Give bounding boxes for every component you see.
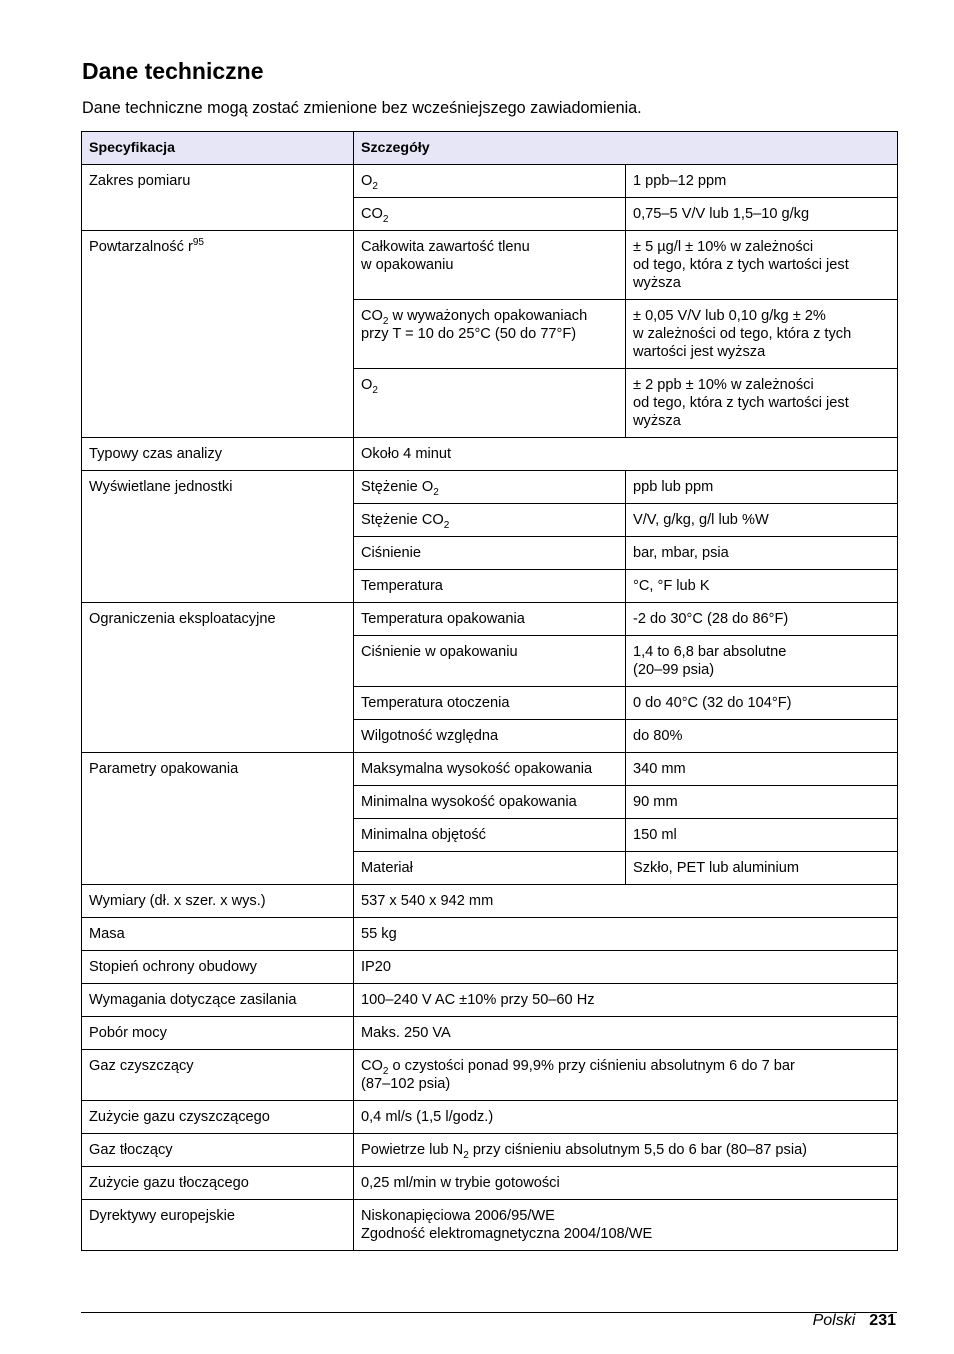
spec-name: Pobór mocy — [89, 1025, 167, 1041]
detail-label-cell — [354, 753, 626, 786]
table-row — [82, 753, 898, 786]
cell-text: Ciśnienie w opakowaniu — [361, 644, 518, 660]
cell-text-cont: w wyważonych opakowaniach przy T = 10 do 25°C (50 do 77°F) — [361, 308, 588, 342]
detail-label-cell — [354, 720, 626, 753]
detail-value-cell — [626, 720, 898, 753]
detail-value: 340 mm — [633, 761, 686, 777]
spec-name: Ograniczenia eksploatacyjne — [89, 611, 276, 627]
detail-value-cell — [626, 300, 898, 369]
detail-label-cell — [354, 471, 626, 504]
page-footer — [813, 1312, 896, 1330]
detail-value: 0 do 40°C (32 do 104°F) — [633, 695, 792, 711]
detail-label-cell — [354, 852, 626, 885]
detail-value: Szkło, PET lub aluminium — [633, 860, 800, 876]
table-row — [82, 438, 898, 471]
spec-name-cell — [82, 1134, 354, 1167]
superscript: 95 — [192, 237, 204, 249]
detail-value: °C, °F lub K — [633, 578, 710, 594]
detail-full-cell — [354, 1134, 898, 1167]
detail-label-cell — [354, 198, 626, 231]
detail-value: ppb lub ppm — [633, 479, 714, 495]
detail-value-cell — [626, 687, 898, 720]
subscript: 2 — [443, 519, 450, 531]
table-row — [82, 471, 898, 504]
spec-name: Dyrektywy europejskie — [89, 1208, 235, 1224]
detail-full-cell — [354, 918, 898, 951]
table-header-row — [82, 132, 898, 165]
spec-name-cell — [82, 984, 354, 1017]
detail-full-cell — [354, 1200, 898, 1251]
spec-name: Zakres pomiaru — [89, 173, 191, 189]
detail-value: do 80% — [633, 728, 683, 744]
spec-name-cell — [82, 1050, 354, 1101]
detail-label-cell — [354, 231, 626, 300]
detail-value-cell — [626, 852, 898, 885]
spec-name-cell — [82, 951, 354, 984]
detail-label-cell — [354, 369, 626, 438]
detail-full-cell — [354, 885, 898, 918]
detail-value-cell — [626, 570, 898, 603]
spec-name-cell — [82, 753, 354, 885]
detail-value: 1,4 to 6,8 bar absolutne (20–99 psia) — [633, 644, 787, 678]
spec-name: Gaz tłoczący — [89, 1142, 173, 1158]
spec-name: Typowy czas analizy — [89, 446, 223, 462]
intro-text: Dane techniczne mogą zostać zmienione bez wcześniejszego zawiadomienia. — [82, 99, 642, 117]
detail-value-cell — [626, 636, 898, 687]
detail-value: ± 5 µg/l ± 10% w zależności od tego, która z tych wartości jest wyższa — [633, 239, 849, 291]
cell-text: Materiał — [361, 860, 413, 876]
detail-label-cell — [354, 504, 626, 537]
detail-full-cell — [354, 951, 898, 984]
table-row — [82, 165, 898, 198]
detail-value-cell — [626, 165, 898, 198]
table-row — [82, 885, 898, 918]
spec-name-cell — [82, 1017, 354, 1050]
spec-name: Zużycie gazu czyszczącego — [89, 1109, 270, 1125]
detail-value-cell — [626, 786, 898, 819]
cell-text: Maks. 250 VA — [361, 1025, 451, 1041]
detail-value-cell — [626, 819, 898, 852]
detail-full-cell — [354, 1050, 898, 1101]
detail-full-cell — [354, 1101, 898, 1134]
cell-text: 55 kg — [361, 926, 397, 942]
cell-text: CO — [361, 206, 383, 222]
cell-text: Maksymalna wysokość opakowania — [361, 761, 593, 777]
spec-name: Zużycie gazu tłoczącego — [89, 1175, 249, 1191]
detail-label-cell — [354, 300, 626, 369]
detail-value: -2 do 30°C (28 do 86°F) — [633, 611, 789, 627]
subscript: 2 — [382, 315, 389, 327]
cell-text: Powietrze lub N — [361, 1142, 464, 1158]
footer-divider — [81, 1312, 897, 1313]
table-row — [82, 1200, 898, 1251]
spec-name-cell — [82, 885, 354, 918]
table-row — [82, 984, 898, 1017]
cell-text: Temperatura — [361, 578, 443, 594]
cell-text: Minimalna objętość — [361, 827, 486, 843]
spec-name-cell — [82, 165, 354, 231]
spec-name-cell — [82, 438, 354, 471]
detail-value-cell — [626, 198, 898, 231]
spec-name: Masa — [89, 926, 125, 942]
detail-value: 90 mm — [633, 794, 678, 810]
detail-value: 150 ml — [633, 827, 677, 843]
detail-label-cell — [354, 165, 626, 198]
detail-label-cell — [354, 570, 626, 603]
subscript: 2 — [433, 486, 439, 498]
cell-text: Około 4 minut — [361, 446, 452, 462]
spec-name-cell — [82, 918, 354, 951]
detail-value: 0,75–5 V/V lub 1,5–10 g/kg — [633, 206, 810, 222]
cell-text: CO — [361, 1058, 383, 1074]
subscript: 2 — [372, 180, 378, 192]
cell-text: Całkowita zawartość tlenu w opakowaniu — [361, 239, 530, 273]
spec-name-cell — [82, 231, 354, 438]
table-row — [82, 231, 898, 300]
detail-full-cell — [354, 438, 898, 471]
detail-value: bar, mbar, psia — [633, 545, 729, 561]
cell-text: O — [361, 377, 373, 393]
subscript: 2 — [372, 384, 378, 396]
spec-name-cell — [82, 1167, 354, 1200]
header-details: Szczegóły — [354, 132, 898, 165]
detail-value-cell — [626, 504, 898, 537]
spec-name-cell — [82, 603, 354, 753]
spec-name: Parametry opakowania — [89, 761, 239, 777]
detail-value: V/V, g/kg, g/l lub %W — [633, 512, 769, 528]
detail-value: 1 ppb–12 ppm — [633, 173, 727, 189]
footer-language: Polski — [812, 1312, 856, 1329]
table-row — [82, 1134, 898, 1167]
cell-text-cont: przy ciśnieniu absolutnym 5,5 do 6 bar (80–87 psia) — [468, 1142, 808, 1158]
detail-full-cell — [354, 1017, 898, 1050]
table-row — [82, 918, 898, 951]
page-title: Dane techniczne — [82, 58, 264, 84]
cell-text: Stężenie O — [361, 479, 434, 495]
detail-value-cell — [626, 537, 898, 570]
subscript: 2 — [382, 213, 389, 225]
detail-full-cell — [354, 984, 898, 1017]
detail-label-cell — [354, 687, 626, 720]
detail-value-cell — [626, 603, 898, 636]
cell-text: IP20 — [361, 959, 392, 975]
table-row — [82, 1101, 898, 1134]
detail-label-cell — [354, 636, 626, 687]
spec-name: Wyświetlane jednostki — [89, 479, 233, 495]
page-number: 231 — [869, 1312, 896, 1329]
detail-value-cell — [626, 753, 898, 786]
spec-name: Gaz czyszczący — [89, 1058, 194, 1074]
cell-text: Stężenie CO — [361, 512, 444, 528]
detail-value: ± 0,05 V/V lub 0,10 g/kg ± 2% w zależności od tego, która z tych wartości jest wyższa — [633, 308, 852, 360]
cell-text-cont: o czystości ponad 99,9% przy ciśnieniu absolutnym 6 do 7 bar (87–102 psia) — [361, 1058, 795, 1092]
detail-value: ± 2 ppb ± 10% w zależności od tego, która z tych wartości jest wyższa — [633, 377, 849, 429]
detail-label-cell — [354, 786, 626, 819]
cell-text: CO — [361, 308, 383, 324]
detail-value-cell — [626, 369, 898, 438]
spec-name: Wymagania dotyczące zasilania — [89, 992, 297, 1008]
detail-label-cell — [354, 603, 626, 636]
cell-text: Minimalna wysokość opakowania — [361, 794, 577, 810]
table-row — [82, 1167, 898, 1200]
detail-label-cell — [354, 819, 626, 852]
spec-table — [81, 131, 898, 1251]
spec-name-cell — [82, 1200, 354, 1251]
cell-text: Wilgotność względna — [361, 728, 499, 744]
spec-name-cell — [82, 1101, 354, 1134]
cell-text: 0,25 ml/min w trybie gotowości — [361, 1175, 560, 1191]
cell-text: 537 x 540 x 942 mm — [361, 893, 494, 909]
detail-label-cell — [354, 537, 626, 570]
cell-text: 100–240 V AC ±10% przy 50–60 Hz — [361, 992, 595, 1008]
cell-text: Temperatura opakowania — [361, 611, 525, 627]
spec-table-body — [82, 165, 898, 1251]
header-spec: Specyfikacja — [82, 132, 354, 165]
cell-text: O — [361, 173, 373, 189]
subscript: 2 — [463, 1149, 469, 1161]
spec-name: Powtarzalność r — [89, 239, 193, 255]
table-row — [82, 1050, 898, 1101]
cell-text: Niskonapięciowa 2006/95/WE Zgodność elektromagnetyczna 2004/108/WE — [361, 1208, 653, 1242]
table-row — [82, 603, 898, 636]
detail-value-cell — [626, 231, 898, 300]
cell-text: 0,4 ml/s (1,5 l/godz.) — [361, 1109, 494, 1125]
table-row — [82, 1017, 898, 1050]
spec-name-cell — [82, 471, 354, 603]
cell-text: Ciśnienie — [361, 545, 422, 561]
table-row — [82, 951, 898, 984]
subscript: 2 — [382, 1065, 389, 1077]
detail-value-cell — [626, 471, 898, 504]
spec-name: Wymiary (dł. x szer. x wys.) — [89, 893, 266, 909]
detail-full-cell — [354, 1167, 898, 1200]
cell-text: Temperatura otoczenia — [361, 695, 510, 711]
spec-name: Stopień ochrony obudowy — [89, 959, 257, 975]
